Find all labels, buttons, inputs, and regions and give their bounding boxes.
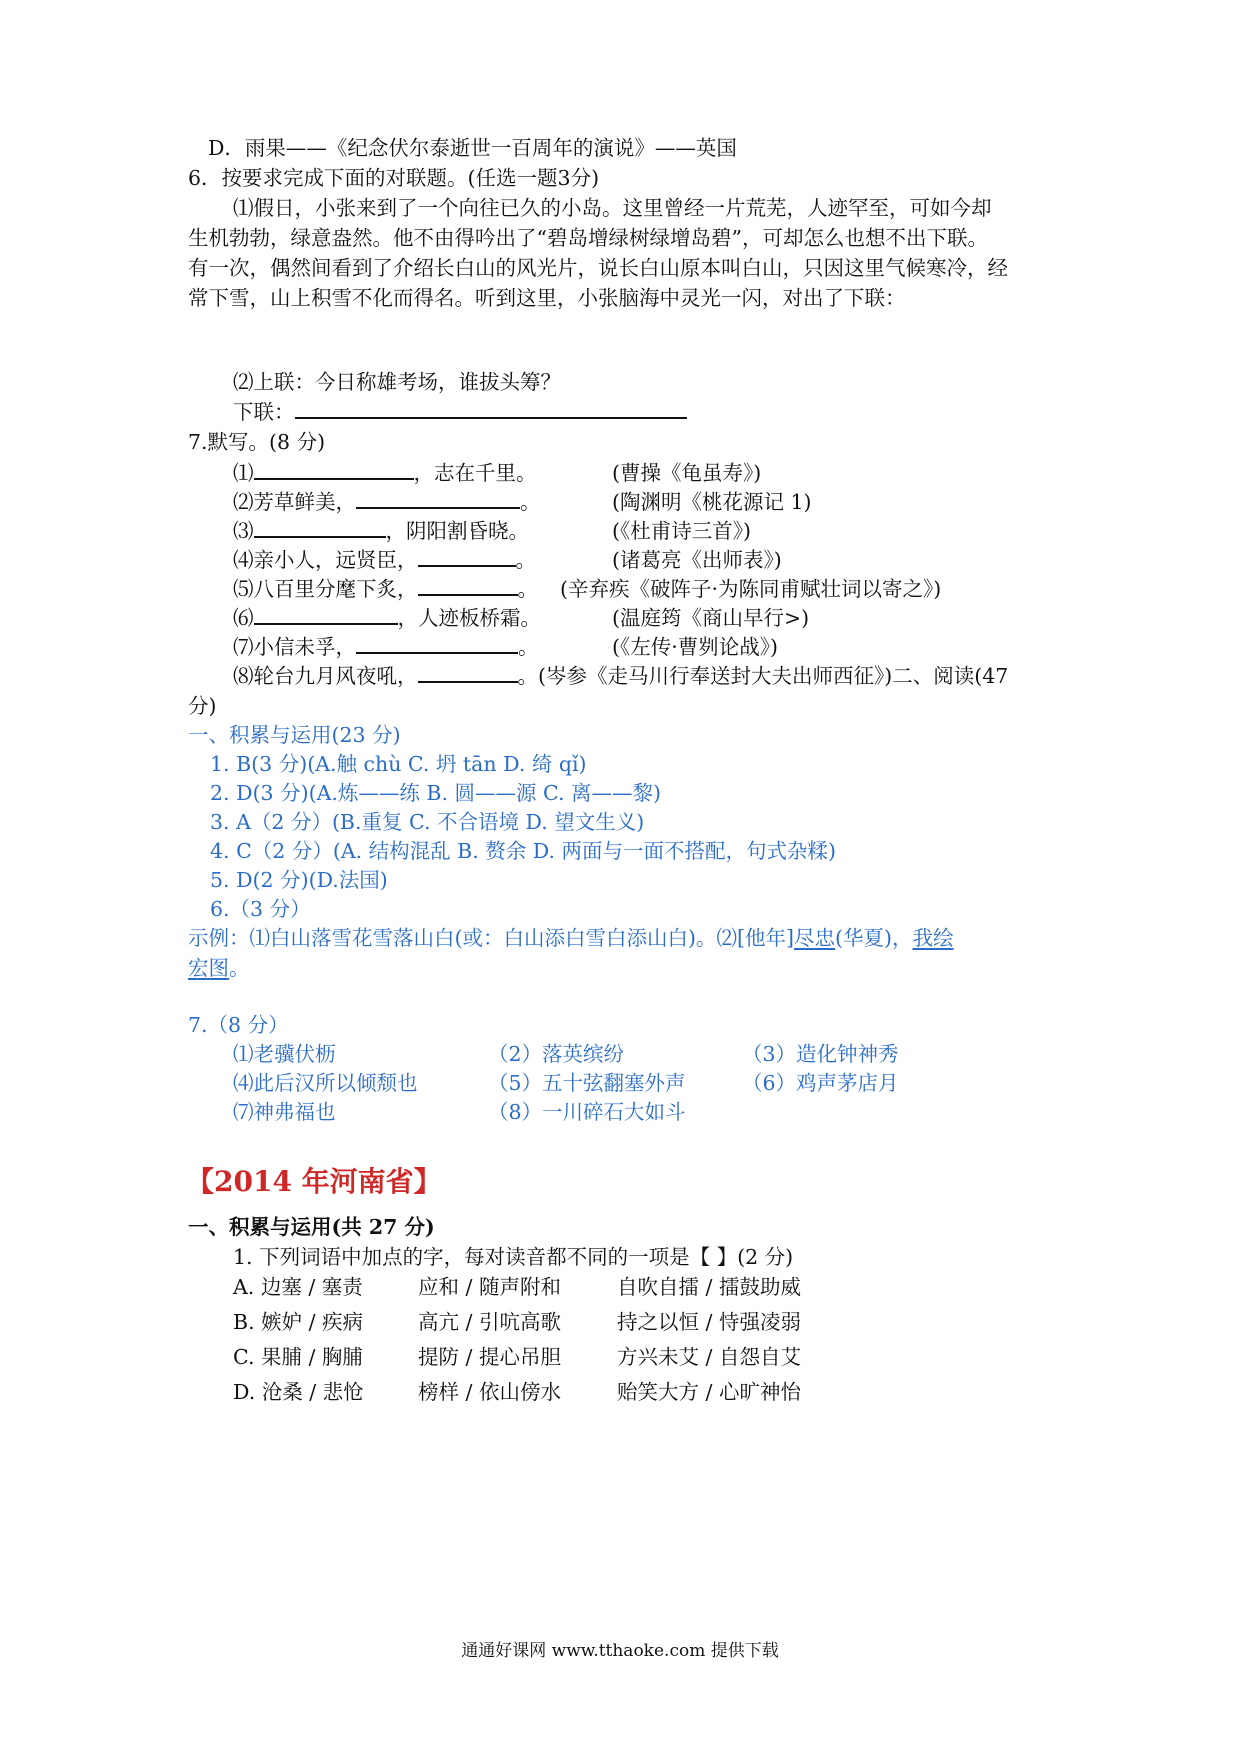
option-cell: 方兴未艾 / 自怨自艾 [617,1345,801,1369]
q6-p1-line: 生机勃勃，绿意盎然。他不由得吟出了“碧岛增绿树绿增岛碧”，可却怎么也想不出下联。 [188,226,988,250]
option-cell: 自吹自擂 / 擂鼓助威 [617,1275,801,1299]
answers-q7-title: 7.（8 分） [188,1013,289,1037]
answer-cell: （3）造化钟神秀 [742,1042,899,1066]
q7-source: (陶渊明《桃花源记 1) [612,490,812,514]
q7-item: ⑺小信未孚， 。 [233,635,539,659]
q5-option-d: D．雨果——《纪念伏尔泰逝世一百周年的演说》——英国 [208,136,737,160]
option-cell: 高亢 / 引吭高歌 [418,1310,561,1334]
answer-blank[interactable] [295,399,687,419]
fill-blank[interactable] [254,518,386,538]
fill-blank[interactable] [356,489,520,509]
q7-item: ⑶ ，阴阳割昏晓。 [233,519,529,543]
q7-source: (《杜甫诗三首》) [612,519,751,543]
fill-blank[interactable] [418,663,518,683]
q7-source: (辛弃疾《破阵子·为陈同甫赋壮词以寄之》) [560,577,942,601]
option-cell: D. 沧桑 / 悲怆 [233,1380,364,1404]
option-cell: 榜样 / 依山傍水 [418,1380,561,1404]
q7-source: (温庭筠《商山早行>) [612,606,810,630]
answer-item: 5. D(2 分)(D.法国) [210,868,388,892]
answer-label: 下联： [233,400,295,424]
q7-item: ⑴ ，志在千里。 [233,461,537,485]
option-cell: 提防 / 提心吊胆 [418,1345,561,1369]
fill-blank[interactable] [418,576,518,596]
q7-source: (诸葛亮《出师表》) [612,548,782,572]
answer-item: 4. C（2 分）(A. 结构混乱 B. 赘余 D. 两面与一面不搭配，句式杂糅) [210,839,837,863]
henan-heading: 【2014 年河南省】 [186,1165,442,1198]
option-cell: B. 嫉妒 / 疾病 [233,1310,364,1334]
q7-title: 7.默写。(8 分) [188,430,326,454]
answer-item: 3. A（2 分）(B.重复 C. 不合语境 D. 望文生义) [210,810,645,834]
henan-q1: 1. 下列词语中加点的字，每对读音都不同的一项是【 】(2 分) [233,1245,794,1269]
q7-tail: 分) [188,694,217,718]
q7-item: ⑸八百里分麾下炙， 。 [233,577,538,601]
fill-blank[interactable] [356,634,518,654]
henan-section: 一、积累与运用(共 27 分) [188,1215,435,1239]
q6-p2: ⑵上联：今日称雄考场，谁拔头筹？ [233,370,561,394]
q7-item: ⑷亲小人，远贤臣， 。 [233,548,536,572]
q7-source: (《左传·曹刿论战》) [612,635,779,659]
answers-section: 一、积累与运用(23 分) [188,723,401,747]
example-line: 示例：⑴白山落雪花雪落山白(或：白山添白雪白添山白)。⑵[他年]尽忠(华夏)，我绘 [188,926,954,950]
answer-cell: （5）五十弦翻塞外声 [488,1071,686,1095]
option-cell: 应和 / 随声附和 [418,1275,561,1299]
answer-item: 2. D(3 分)(A.炼——练 B. 圆——源 C. 离——黎) [210,781,661,805]
q6-p1-line: ⑴假日，小张来到了一个向往已久的小岛。这里曾经一片荒芜，人迹罕至，可如今却 [233,196,992,220]
answer-cell: （2）落英缤纷 [488,1042,625,1066]
fill-blank[interactable] [254,460,414,480]
answer-cell: ⑺神弗福也 [233,1100,336,1124]
fill-blank[interactable] [254,605,398,625]
example-line: 宏图。 [188,956,250,980]
page-footer: 通通好课网 www.tthaoke.com 提供下载 [461,1641,779,1661]
q6-p1-line: 有一次，偶然间看到了介绍长白山的风光片，说长白山原本叫白山，只因这里气候寒冷，经 [188,256,1008,280]
option-cell: A. 边塞 / 塞责 [233,1275,363,1299]
q7-source: (曹操《龟虽寿》) [612,461,762,485]
answer-cell: ⑴老骥伏枥 [233,1042,336,1066]
q6-p1-line: 常下雪，山上积雪不化而得名。听到这里，小张脑海中灵光一闪，对出了下联： [188,286,906,310]
answer-item: 6.（3 分） [210,897,311,921]
q7-source: (岑参《走马川行奉送封大夫出师西征》)二、阅读(47 [538,664,1009,688]
q7-item: ⑻轮台九月风夜吼， 。(岑参《走马川行奉送封大夫出师西征》)二、阅读(47 [233,664,1009,688]
q6-p2-answer [233,396,687,428]
option-cell: 贻笑大方 / 心旷神怡 [617,1380,801,1404]
q6-title: 6．按要求完成下面的对联题。(任选一题3分) [188,166,600,190]
q7-item: ⑵芳草鲜美， 。 [233,490,541,514]
answer-cell: （8）一川碎石大如斗 [488,1100,686,1124]
answer-cell: ⑷此后汉所以倾颓也 [233,1071,418,1095]
answer-cell: （6）鸡声茅店月 [742,1071,899,1095]
fill-blank[interactable] [418,547,516,567]
q7-item: ⑹ ，人迹板桥霜。 [233,606,541,630]
answer-item: 1. B(3 分)(A.触 chù C. 坍 tān D. 绮 qǐ) [210,752,587,776]
option-cell: 持之以恒 / 恃强凌弱 [617,1310,801,1334]
option-cell: C. 果脯 / 胸脯 [233,1345,363,1369]
